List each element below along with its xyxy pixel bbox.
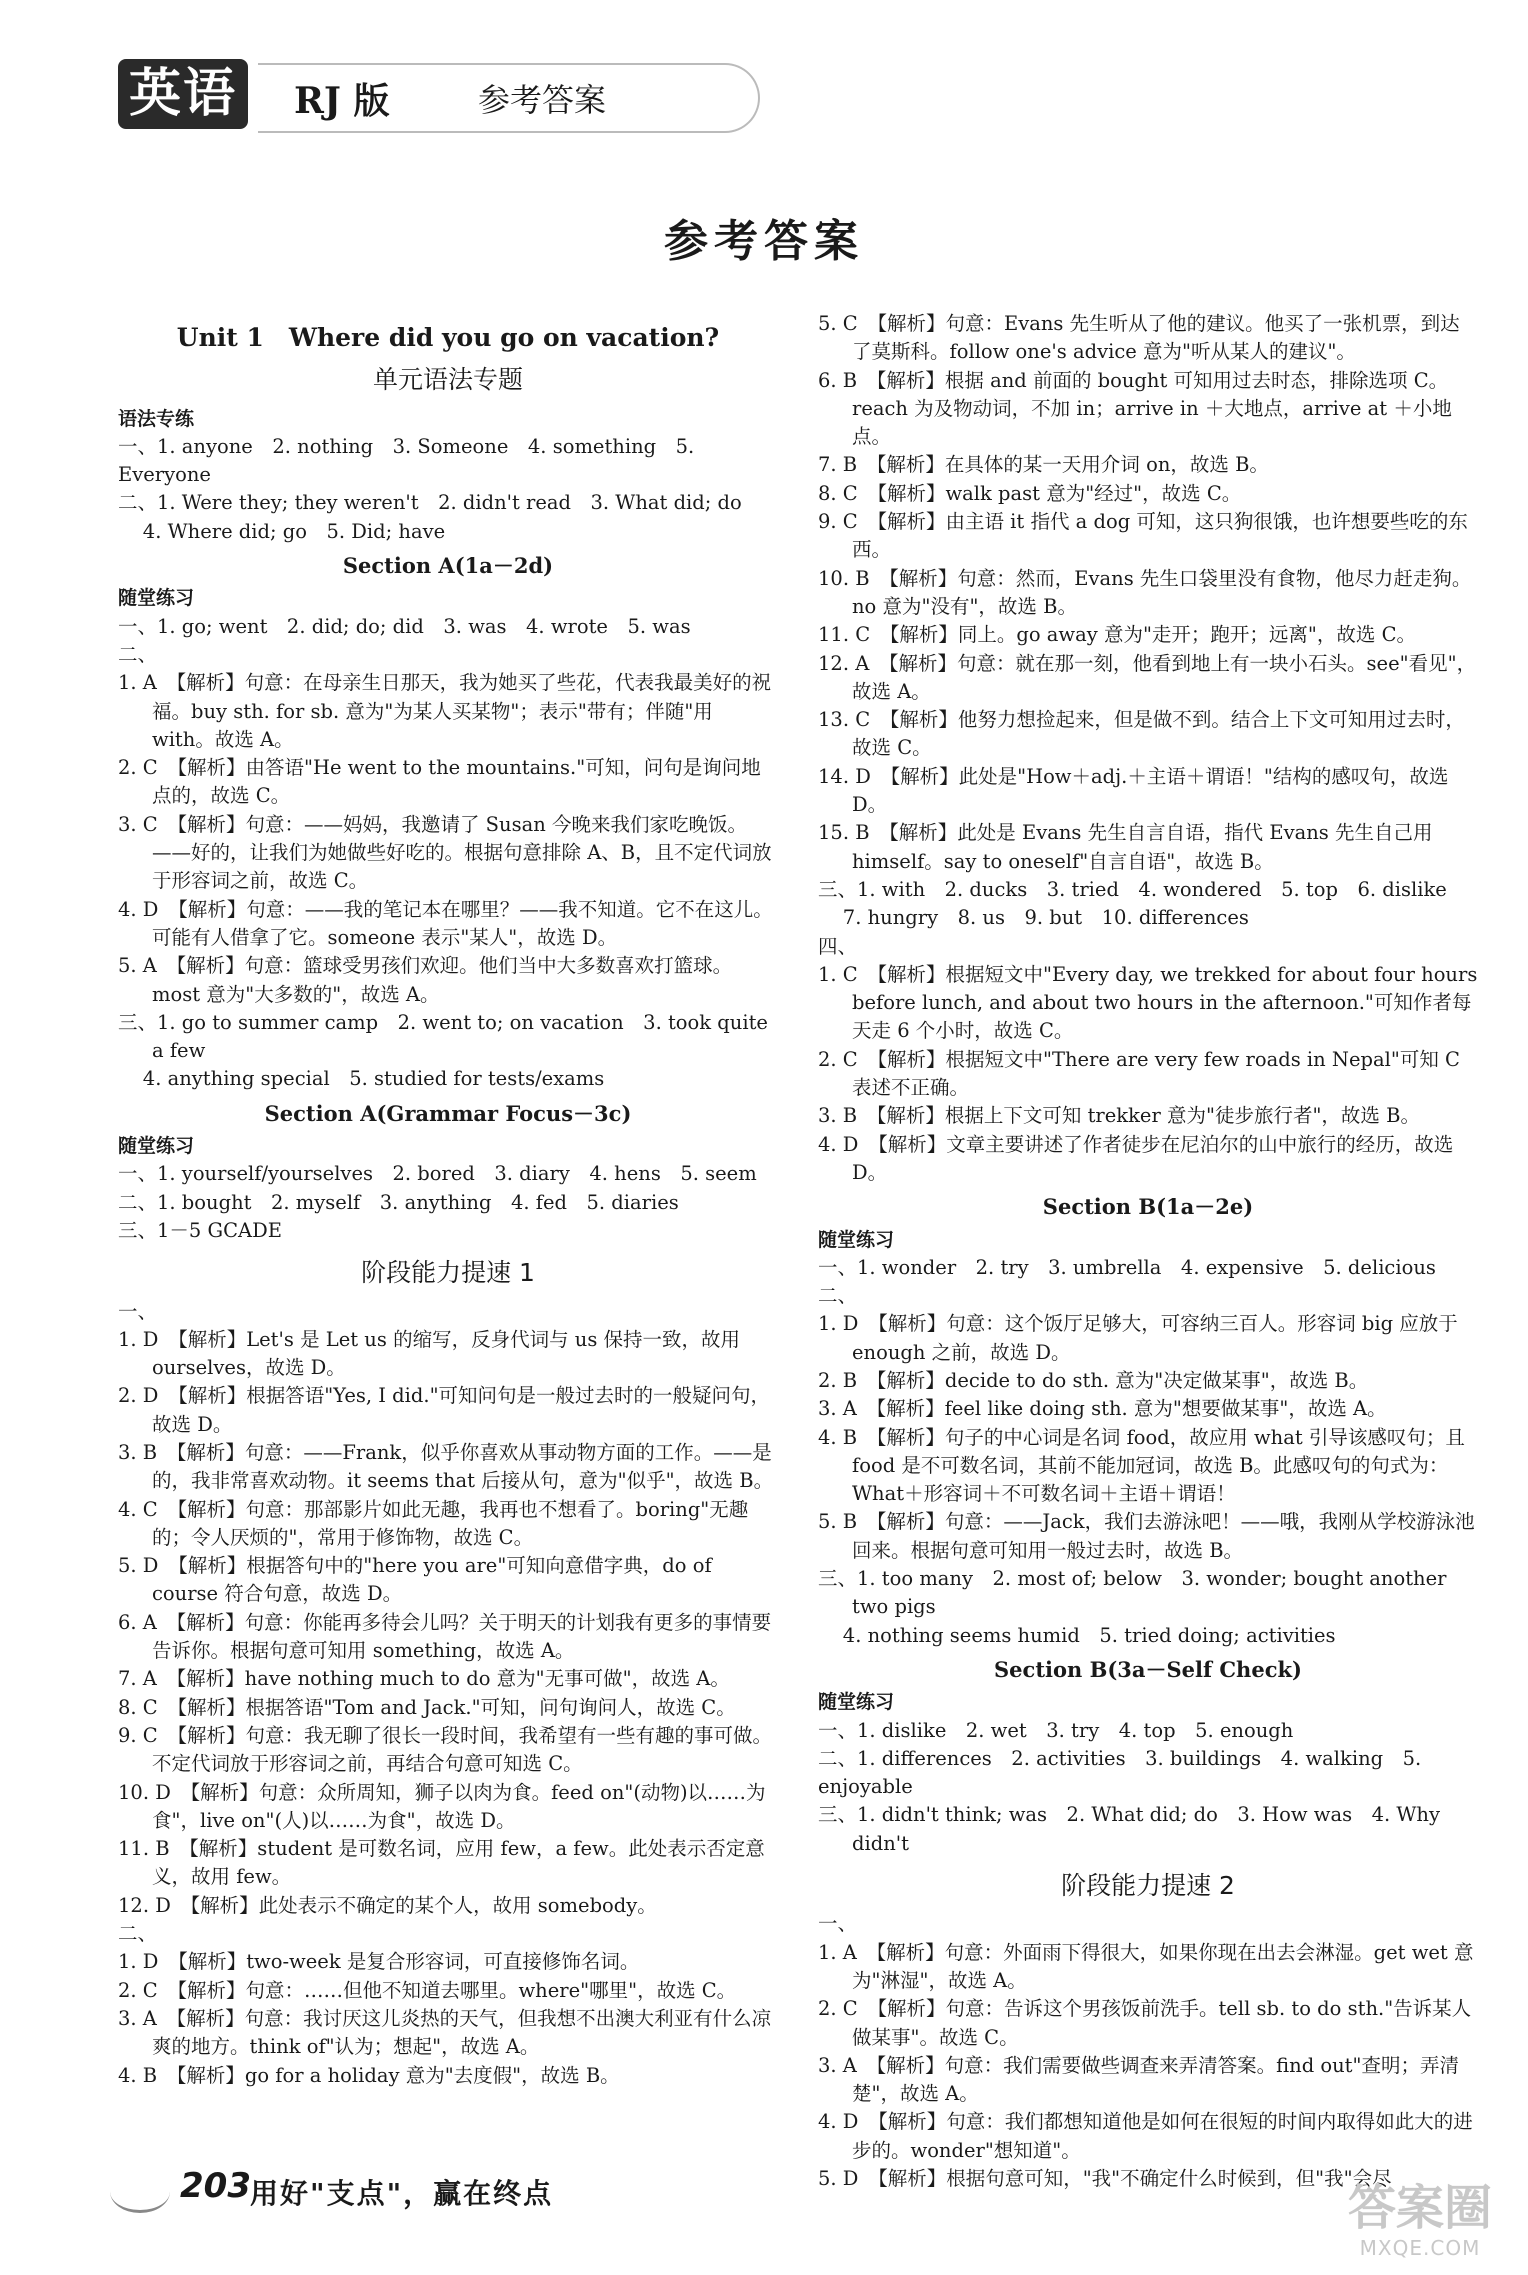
answer-item: 4. D 【解析】句意：——我的笔记本在哪里？——我不知道。它不在这儿。可能有人借拿了它。someone 表示"某人"，故选 D。 bbox=[118, 897, 773, 949]
leaf-decoration-icon bbox=[110, 2170, 170, 2213]
answer-item: 5. B 【解析】句意：——Jack，我们去游泳吧！——哦，我刚从学校游泳池回来。根据句意可知用一般过去时，故选 B。 bbox=[818, 1510, 1475, 1562]
section-heading: 单元语法专题 bbox=[372, 365, 523, 395]
section-heading: 阶段能力提速 2 bbox=[1061, 1871, 1235, 1901]
subsection-heading: Section A(1a－2d) bbox=[342, 553, 554, 579]
answer-line: 一、 bbox=[818, 1912, 858, 1936]
answer-item: 三、1. go to summer camp 2. went to; on vacation 3. took quite a few bbox=[118, 1010, 775, 1063]
answer-line: 4. anything special 5. studied for tests/exams bbox=[118, 1067, 605, 1091]
answer-item: 4. B 【解析】go for a holiday 意为"去度假"，故选 B。 bbox=[118, 2063, 620, 2087]
answer-item: 三、1. with 2. ducks 3. tried 4. wondered 5. top 6. dislike bbox=[818, 877, 1447, 901]
answer-item: 13. C 【解析】他努力想捡起来，但是做不到。结合上下文可知用过去时，故选 C。 bbox=[818, 708, 1465, 760]
answer-item: 11. C 【解析】同上。go away 意为"走开；跑开；远离"，故选 C。 bbox=[818, 623, 1417, 647]
footer-slogan: 用好"支点"，赢在终点 bbox=[250, 2177, 554, 2210]
answer-item: 三、1. didn't think; was 2. What did; do 3. How was 4. Why didn't bbox=[818, 1803, 1447, 1855]
page-header bbox=[118, 55, 758, 137]
answer-item: 1. D 【解析】two-week 是复合形容词，可直接修饰名词。 bbox=[118, 1950, 640, 1974]
answer-item: 6. B 【解析】根据 and 前面的 bought 可知用过去时态，排除选项 C。reach 为及物动词，不加 in；arrive in ＋大地点，arrive at ＋小地点。 bbox=[818, 368, 1452, 449]
answer-item: 三、1. too many 2. most of; below 3. wonder; bought another two pigs bbox=[818, 1567, 1453, 1619]
exercise-label: 随堂练习 bbox=[118, 587, 195, 610]
answer-item: 11. B 【解析】student 是可数名词，应用 few，a few。此处表示否定意义，故用 few。 bbox=[118, 1837, 765, 1889]
watermark-logo: 答案圈 bbox=[1347, 2180, 1492, 2236]
section-heading: 阶段能力提速 1 bbox=[361, 1258, 535, 1288]
answer-line: 一、1. yourself/yourselves 2. bored 3. diary 4. hens 5. seem bbox=[118, 1162, 757, 1186]
page-footer bbox=[110, 2160, 630, 2220]
answer-line: 一、1. anyone 2. nothing 3. Someone 4. something 5. Everyone bbox=[118, 434, 701, 487]
answer-item: 7. B 【解析】在具体的某一天用介词 on，故选 B。 bbox=[818, 453, 1269, 477]
answer-item: 4. D 【解析】句意：我们都想知道他是如何在很短的时间内取得如此大的进步的。wonder"想知道"。 bbox=[818, 2110, 1473, 2162]
exercise-label: 随堂练习 bbox=[818, 1228, 895, 1251]
header-section-title: 参考答案 bbox=[478, 81, 607, 119]
answer-item: 2. B 【解析】decide to do sth. 意为"决定做某事"，故选 B。 bbox=[818, 1368, 1369, 1392]
watermark bbox=[1330, 2180, 1510, 2265]
answer-line: 一、 bbox=[118, 1299, 158, 1323]
answer-item: 15. B 【解析】此处是 Evans 先生自言自语，指代 Evans 先生自己用 himself。say to oneself"自言自语"，故选 B。 bbox=[818, 821, 1439, 873]
answer-item: 12. A 【解析】句意：就在那一刻，他看到地上有一块小石头。see"看见"，故选 A。 bbox=[818, 651, 1477, 703]
edition-label: RJ 版 bbox=[294, 80, 390, 122]
answer-item: 4. B 【解析】句子的中心词是名词 food，故应用 what 引导该感叹句；且 food 是不可数名词，其前不能加冠词，故选 B。此感叹句的句式为：What＋形容词＋不可数名词＋主语＋谓语！ bbox=[818, 1425, 1472, 1506]
answer-line: 二、1. bought 2. myself 3. anything 4. fed 5. diaries bbox=[118, 1190, 679, 1214]
answer-item: 9. C 【解析】由主语 it 指代 a dog 可知，这只狗很饿，也许想要些吃的东西。 bbox=[818, 510, 1468, 562]
answer-line: 三、1－5 GCADE bbox=[118, 1218, 282, 1242]
answer-line: 一、1. wonder 2. try 3. umbrella 4. expensive 5. delicious bbox=[818, 1255, 1436, 1279]
answer-item: 2. C 【解析】句意：……但他不知道去哪里。where"哪里"，故选 C。 bbox=[118, 1978, 737, 2002]
answer-line: 4. nothing seems humid 5. tried doing; activities bbox=[818, 1623, 1336, 1647]
answer-item: 3. B 【解析】句意：——Frank，似乎你喜欢从事动物方面的工作。——是的，我非常喜欢动物。it seems that 后接从句，意为"似乎"，故选 B。 bbox=[118, 1440, 774, 1493]
unit-heading: Unit 1 Where did you go on vacation? bbox=[176, 323, 720, 352]
answer-item: 5. C 【解析】句意：Evans 先生听从了他的建议。他买了一张机票，到达了莫斯科。follow one's advice 意为"听从某人的建议"。 bbox=[818, 312, 1460, 364]
subsection-heading: Section B(3a－Self Check) bbox=[994, 1656, 1302, 1682]
answer-line: 二、1. differences 2. activities 3. buildings 4. walking 5. enjoyable bbox=[818, 1746, 1428, 1799]
answer-item: 6. A 【解析】句意：你能再多待会儿吗？关于明天的计划我有更多的事情要告诉你。根据句意可知用 something，故选 A。 bbox=[118, 1610, 772, 1663]
answer-item: 9. C 【解析】句意：我无聊了很长一段时间，我希望有一些有趣的事可做。不定代词放于形容词之前，再结合句意可知选 C。 bbox=[118, 1723, 772, 1776]
answer-item: 1. A 【解析】句意：在母亲生日那天，我为她买了些花，代表我最美好的祝福。buy sth. for sb. 意为"为某人买某物"；表示"带有；伴随"用 with。故选 A。 bbox=[118, 671, 772, 751]
answer-item: 8. C 【解析】walk past 意为"经过"，故选 C。 bbox=[818, 481, 1242, 505]
answer-item: 14. D 【解析】此处是"How＋adj.＋主语＋谓语！"结构的感叹句，故选 D。 bbox=[818, 764, 1455, 817]
answer-line: 4. Where did; go 5. Did; have bbox=[118, 519, 446, 543]
answer-line: 二、 bbox=[118, 1922, 158, 1946]
answer-line: 四、 bbox=[818, 934, 858, 958]
answer-item: 2. C 【解析】根据短文中"There are very few roads in Nepal"可知 C 表述不正确。 bbox=[818, 1047, 1467, 1100]
answer-item: 8. C 【解析】根据答语"Tom and Jack."可知，问句询问人，故选 C。 bbox=[118, 1695, 736, 1719]
watermark-site: MXQE.COM bbox=[1359, 2236, 1481, 2260]
answer-item: 5. A 【解析】句意：篮球受男孩们欢迎。他们当中大多数喜欢打篮球。most 意为"大多数的"，故选 A。 bbox=[118, 954, 733, 1006]
answer-item: 1. A 【解析】句意：外面雨下得很大，如果你现在出去会淋湿。get wet 意为"淋湿"，故选 A。 bbox=[818, 1940, 1474, 1992]
answer-line: 二、 bbox=[818, 1284, 858, 1308]
answer-item: 3. A 【解析】feel like doing sth. 意为"想要做某事"，故选 A。 bbox=[818, 1397, 1387, 1421]
right-column bbox=[818, 310, 1484, 2193]
page-title: 参考答案 bbox=[664, 216, 864, 267]
answer-line: 二、 bbox=[118, 642, 158, 666]
exercise-label: 随堂练习 bbox=[118, 1135, 195, 1158]
answer-item: 3. C 【解析】句意：——妈妈，我邀请了 Susan 今晚来我们家吃晚饭。——好的，让我们为她做些好吃的。根据句意排除 A、B，且不定代词放于形容词之前，故选 C。 bbox=[118, 812, 772, 893]
answer-item: 二、1. Were they; they weren't 2. didn't read 3. What did; do bbox=[118, 491, 742, 515]
answer-item: 5. D 【解析】根据句意可知，"我"不确定什么时候到，但"我"会尽 bbox=[818, 2167, 1392, 2190]
exercise-label: 随堂练习 bbox=[818, 1691, 895, 1714]
answer-line: 一、1. dislike 2. wet 3. try 4. top 5. enough bbox=[818, 1718, 1294, 1742]
answer-item: 1. D 【解析】句意：这个饭厅足够大，可容纳三百人。形容词 big 应放于 enough 之前，故选 D。 bbox=[818, 1312, 1464, 1364]
answer-item: 1. C 【解析】根据短文中"Every day, we trekked for about four hours before lunch, and about two hours in the afternoon."可知作者每天走 6 个小时，故选 C。 bbox=[818, 962, 1484, 1043]
answer-item: 10. D 【解析】句意：众所周知，狮子以肉为食。feed on"(动物)以……为食"，live on"(人)以……为食"，故选 D。 bbox=[118, 1780, 766, 1832]
answer-item: 7. A 【解析】have nothing much to do 意为"无事可做"，故选 A。 bbox=[118, 1667, 730, 1691]
answer-item: 3. A 【解析】句意：我讨厌这儿炎热的天气，但我想不出澳大利亚有什么凉爽的地方。think of"认为；想起"，故选 A。 bbox=[118, 2006, 772, 2059]
subject-logo: 英语 bbox=[118, 59, 248, 129]
answer-line: 7. hungry 8. us 9. but 10. differences bbox=[818, 906, 1249, 930]
answer-item: 12. D 【解析】此处表示不确定的某个人，故用 somebody。 bbox=[118, 1893, 657, 1917]
subsection-heading: Section A(Grammar Focus－3c) bbox=[264, 1100, 632, 1126]
answer-line: 一、1. go; went 2. did; do; did 3. was 4. wrote 5. was bbox=[118, 614, 691, 638]
answer-item: 4. D 【解析】文章主要讲述了作者徒步在尼泊尔的山中旅行的经历，故选 D。 bbox=[818, 1132, 1460, 1184]
answer-item: 2. D 【解析】根据答语"Yes, I did."可知问句是一般过去时的一般疑问句，故选 D。 bbox=[118, 1384, 771, 1436]
subsection-heading: Section B(1a－2e) bbox=[1042, 1194, 1254, 1220]
answer-item: 4. C 【解析】句意：那部影片如此无趣，我再也不想看了。boring"无趣的；令人厌烦的"，常用于修饰物，故选 C。 bbox=[118, 1497, 749, 1549]
answer-item: 3. B 【解析】根据上下文可知 trekker 意为"徒步旅行者"，故选 B。 bbox=[818, 1104, 1420, 1128]
answer-item: 2. C 【解析】句意：告诉这个男孩饭前洗手。tell sb. to do sth."告诉某人做某事"。故选 C。 bbox=[818, 1997, 1472, 2049]
left-column bbox=[118, 310, 778, 2090]
answer-item: 1. D 【解析】Let's 是 Let us 的缩写，反身代词与 us 保持一致，故用 ourselves，故选 D。 bbox=[118, 1327, 747, 1380]
page-number: 203 bbox=[180, 2166, 251, 2206]
answer-item: 5. D 【解析】根据答句中的"here you are"可知向意借字典，do of course 符合句意，故选 D。 bbox=[118, 1554, 718, 1606]
answer-item: 2. C 【解析】由答语"He went to the mountains."可知，问句是询问地点的，故选 C。 bbox=[118, 756, 761, 808]
exercise-label: 语法专练 bbox=[118, 407, 195, 430]
answer-item: 10. B 【解析】句意：然而，Evans 先生口袋里没有食物，他尽力赶走狗。no 意为"没有"，故选 B。 bbox=[818, 566, 1472, 618]
answer-item: 3. A 【解析】句意：我们需要做些调查来弄清答案。find out"查明；弄清楚"，故选 A。 bbox=[818, 2053, 1459, 2106]
